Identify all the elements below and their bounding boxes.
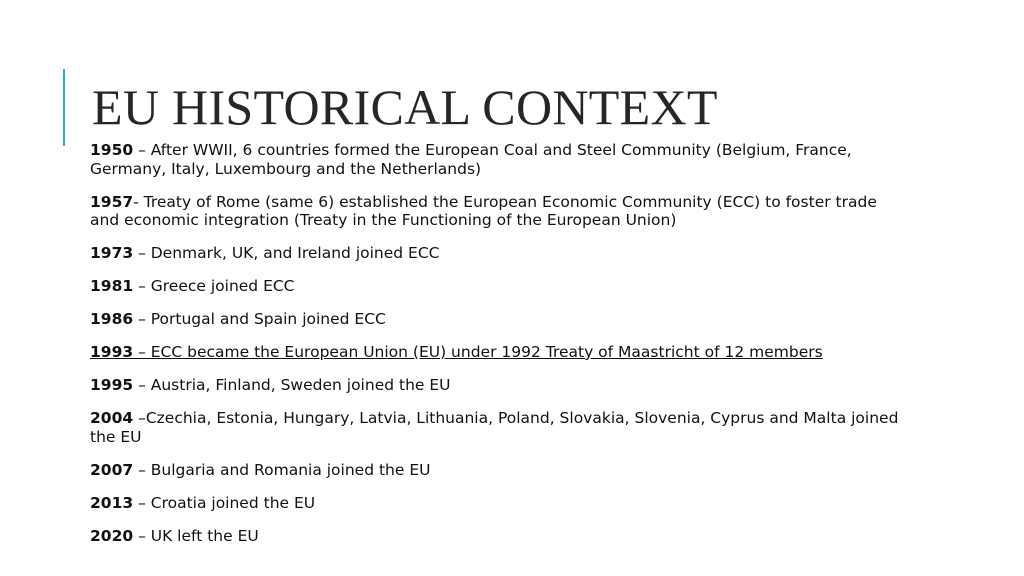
event-text: – Greece joined ECC <box>133 277 295 295</box>
timeline-item-2004 <box>90 409 910 446</box>
event-year: 1950 <box>90 141 134 159</box>
event-year: 1981 <box>90 277 134 295</box>
event-year: 1993 <box>90 343 134 361</box>
event-year: 1995 <box>90 376 134 394</box>
timeline-item-1986 <box>90 310 910 329</box>
event-year: 2007 <box>90 460 134 479</box>
event-text: – Bulgaria and Romania joined the EU <box>133 460 431 479</box>
event-text: – UK left the EU <box>133 526 259 545</box>
event-text: – Austria, Finland, Sweden joined the EU <box>133 376 451 394</box>
event-text: – Portugal and Spain joined ECC <box>133 310 386 328</box>
timeline-item-2007 <box>90 461 910 480</box>
event-year: 1986 <box>90 310 134 328</box>
event-year: 2004 <box>90 409 134 427</box>
event-text: – Croatia joined the EU <box>133 493 316 512</box>
event-year: 1973 <box>90 244 134 262</box>
timeline-list <box>90 141 910 560</box>
timeline-item-1973 <box>90 244 910 263</box>
event-text: –Czechia, Estonia, Hungary, Latvia, Lithuania, Poland, Slovakia, Slovenia, Cyprus and Malta joined the EU <box>90 409 899 446</box>
event-text: - Treaty of Rome (same 6) established the European Economic Community (ECC) to foster trade and economic integration (Treaty in the Functioning of the European Union) <box>90 192 877 229</box>
timeline-item-1957 <box>90 193 910 230</box>
timeline-item-1981 <box>90 277 910 296</box>
timeline-item-2020 <box>90 527 910 546</box>
timeline-item-1995 <box>90 376 910 395</box>
event-text: – Denmark, UK, and Ireland joined ECC <box>133 244 440 262</box>
event-year: 2020 <box>90 526 134 545</box>
event-year: 1957 <box>90 192 134 211</box>
slide-title: EU HISTORICAL CONTEXT <box>92 79 718 135</box>
timeline-item-2013 <box>90 494 910 513</box>
timeline-item-1993 <box>90 343 910 362</box>
timeline-item-1950 <box>90 141 910 178</box>
event-text: – ECC became the European Union (EU) under 1992 Treaty of Maastricht of 12 members <box>133 343 823 361</box>
title-accent-bar <box>63 69 65 146</box>
event-year: 2013 <box>90 493 134 512</box>
event-text: – After WWII, 6 countries formed the European Coal and Steel Community (Belgium, France, Germany, Italy, Luxembourg and the Netherlands) <box>90 141 852 178</box>
